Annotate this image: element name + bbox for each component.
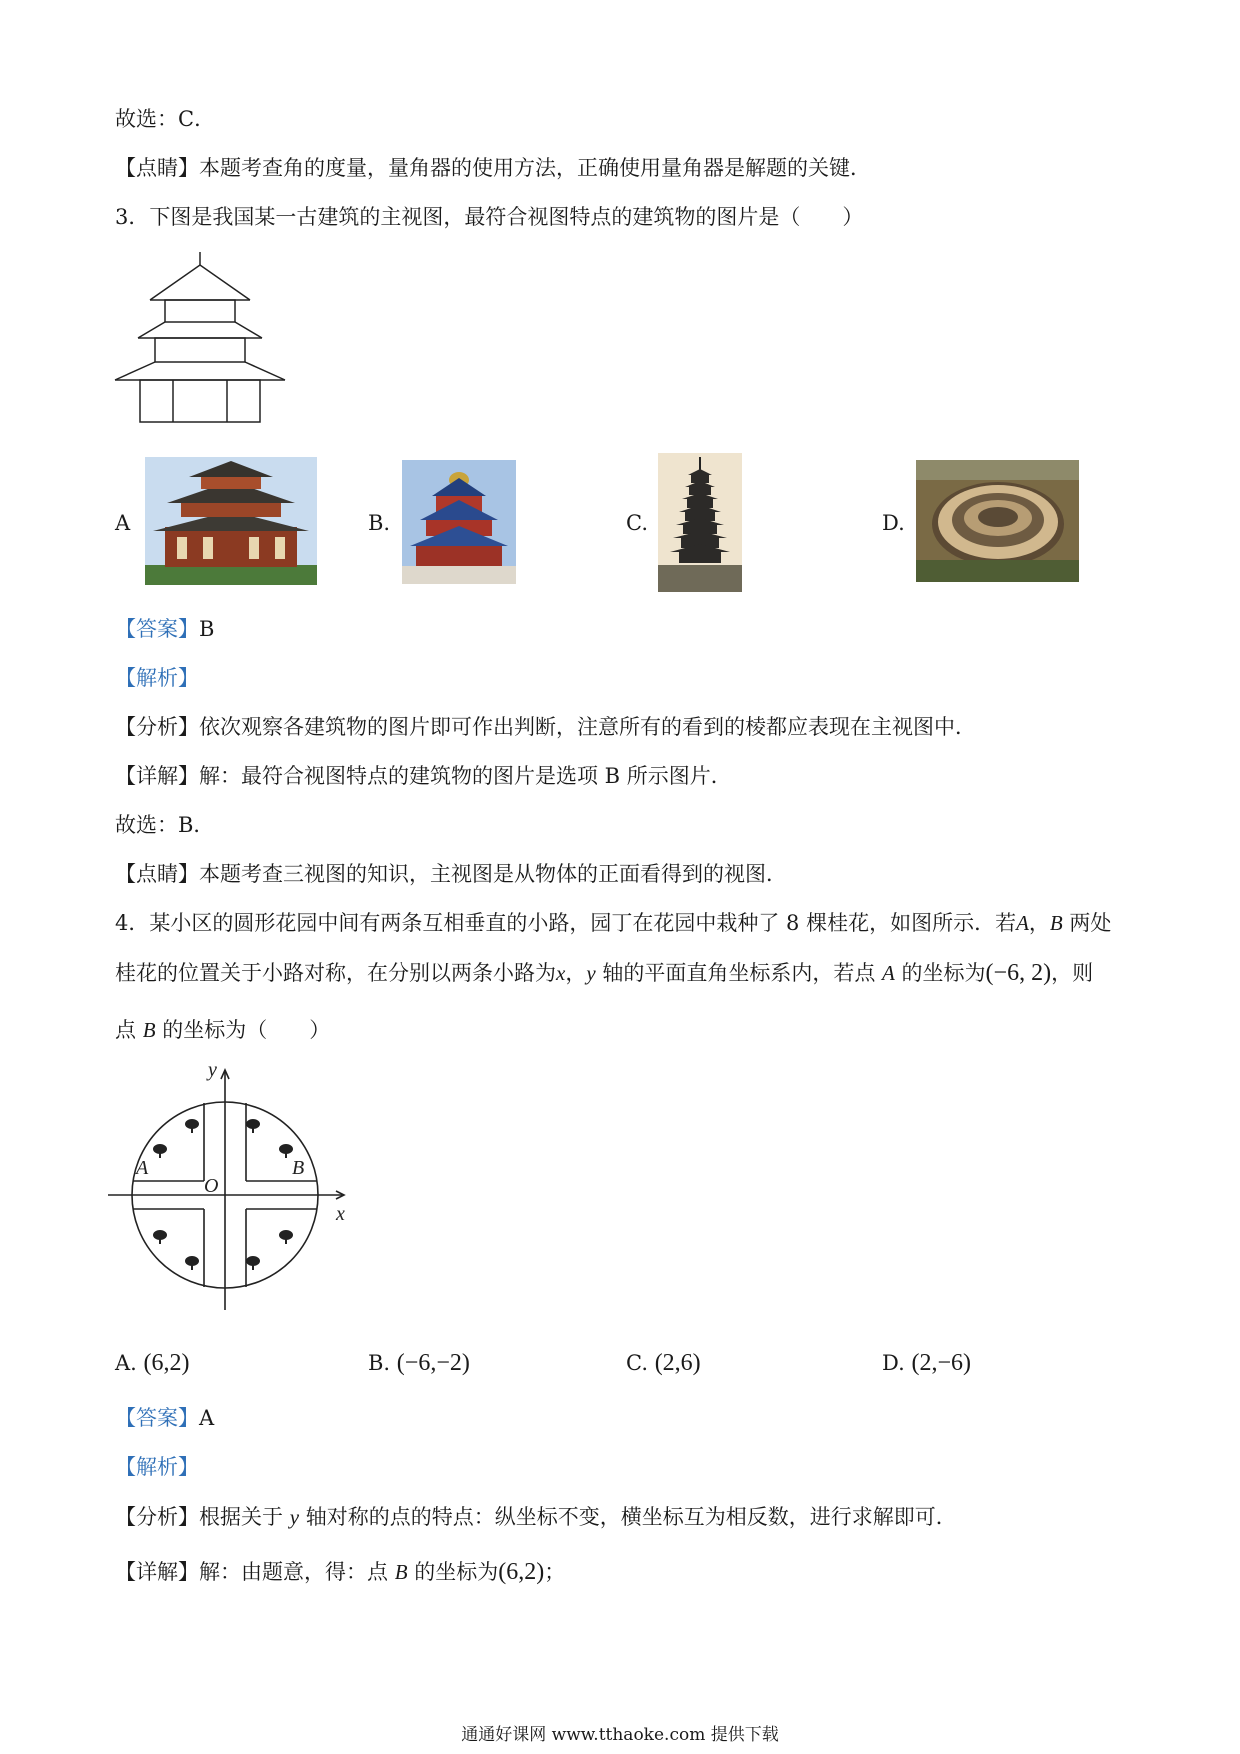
q3-xiangjie: 【详解】解：最符合视图特点的建筑物的图片是选项 B 所示图片． bbox=[115, 764, 732, 788]
option-c-photo[interactable] bbox=[658, 453, 742, 592]
tree-icon bbox=[246, 1256, 260, 1270]
tree-icon bbox=[279, 1230, 293, 1244]
point-a-label: A bbox=[136, 1157, 149, 1179]
tree-icon bbox=[185, 1256, 199, 1270]
option-d-photo[interactable] bbox=[916, 460, 1079, 582]
q4-option-a[interactable]: A. (6,2) bbox=[115, 1350, 190, 1376]
q3-fenxi: 【分析】依次观察各建筑物的图片即可作出判断，注意所有的看到的棱都应表现在主视图中． bbox=[115, 715, 976, 739]
text-line-dianjing-1 bbox=[115, 153, 871, 183]
garden-coordinate-diagram bbox=[108, 1062, 358, 1322]
q4-fenxi: 【分析】根据关于 y 轴对称的点的特点：纵坐标不变，横坐标互为相反数，进行求解即可． bbox=[115, 1505, 957, 1529]
option-b-label[interactable]: B. bbox=[368, 511, 391, 535]
q4-option-b[interactable]: B. (−6,−2) bbox=[368, 1350, 470, 1376]
front-view-drawing bbox=[110, 250, 290, 430]
y-axis-label: y bbox=[208, 1062, 217, 1081]
tree-icon bbox=[185, 1119, 199, 1133]
dianjing-tag: 【点睛】 bbox=[115, 156, 199, 180]
q3-analysis-heading: 【解析】 bbox=[115, 666, 199, 690]
q4-answer: 【答案】A bbox=[115, 1406, 215, 1430]
question-4-stem-line-3: 点 B 的坐标为（ ） bbox=[115, 1018, 331, 1042]
x-axis-label: x bbox=[336, 1203, 345, 1225]
q4-option-c[interactable]: C. (2,6) bbox=[626, 1350, 701, 1376]
q3-dianjing: 【点睛】本题考查三视图的知识，主视图是从物体的正面看得到的视图． bbox=[115, 862, 787, 886]
q4-option-d[interactable]: D. (2,−6) bbox=[882, 1350, 971, 1376]
q3-answer: 【答案】B bbox=[115, 617, 215, 641]
option-c-label[interactable]: C. bbox=[626, 511, 648, 535]
tree-icon bbox=[246, 1119, 260, 1133]
dianjing-text: 本题考查角的度量，量角器的使用方法，正确使用量角器是解题的关键． bbox=[199, 156, 871, 180]
q4-analysis-heading: 【解析】 bbox=[115, 1455, 199, 1479]
tree-icon bbox=[279, 1144, 293, 1158]
question-4-stem-line-1: 4．某小区的圆形花园中间有两条互相垂直的小路，园丁在花园中栽种了 8 棵桂花，如图所示．若A，B 两处 bbox=[115, 911, 1112, 935]
page-footer: 通通好课网 www.tthaoke.com 提供下载 bbox=[461, 1725, 779, 1745]
option-b-photo[interactable] bbox=[402, 460, 516, 584]
option-d-label[interactable]: D. bbox=[882, 511, 905, 535]
question-3-stem: 3．下图是我国某一古建筑的主视图，最符合视图特点的建筑物的图片是（ ） bbox=[115, 205, 864, 229]
text-line-guxuan-c: 故选：C． bbox=[115, 107, 216, 131]
option-a-label[interactable]: A bbox=[115, 511, 131, 535]
q3-guxuan: 故选：B． bbox=[115, 813, 215, 837]
tree-icon bbox=[153, 1144, 167, 1158]
point-b-label: B bbox=[292, 1157, 305, 1179]
q4-xiangjie: 【详解】解：由题意，得：点 B 的坐标为(6,2)； bbox=[115, 1559, 566, 1585]
option-a-photo[interactable] bbox=[145, 457, 317, 585]
tree-icon bbox=[153, 1230, 167, 1244]
question-4-stem-line-2: 桂花的位置关于小路对称，在分别以两条小路为x，y 轴的平面直角坐标系内，若点 A 的坐标为(−6, 2)，则 bbox=[115, 960, 1094, 986]
origin-label: O bbox=[204, 1175, 219, 1197]
